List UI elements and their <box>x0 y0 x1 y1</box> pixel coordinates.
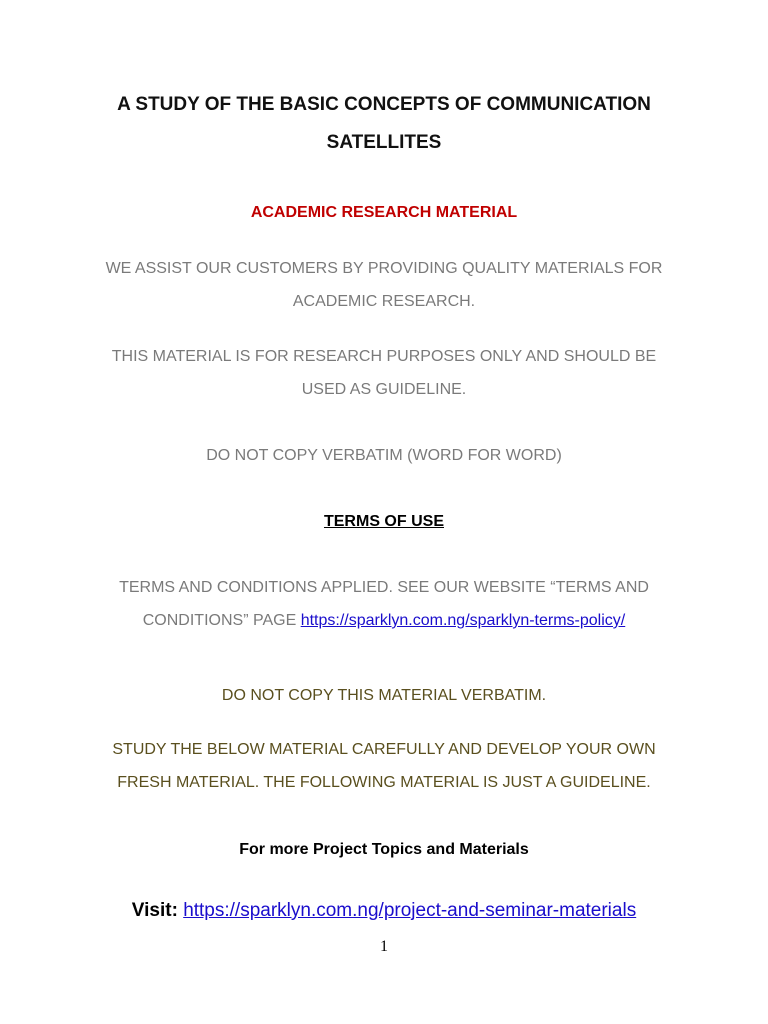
document-title-line-1: A STUDY OF THE BASIC CONCEPTS OF COMMUNICATION <box>117 94 651 115</box>
page-number: 1 <box>380 938 388 955</box>
document-title-line-2: SATELLITES <box>326 132 442 153</box>
purpose-text-line-2: USED AS GUIDELINE. <box>301 381 467 398</box>
terms-text-prefix: CONDITIONS” PAGE <box>142 612 301 629</box>
terms-of-use-heading: TERMS OF USE <box>323 513 444 530</box>
assist-text-line-2: ACADEMIC RESEARCH. <box>292 293 476 310</box>
purpose-text-line-1: THIS MATERIAL IS FOR RESEARCH PURPOSES ONLY AND SHOULD BE <box>111 348 657 365</box>
study-text-line-1: STUDY THE BELOW MATERIAL CAREFULLY AND DEVELOP YOUR OWN <box>112 741 656 758</box>
terms-text-line-2 <box>0 612 768 630</box>
terms-policy-link[interactable]: https://sparklyn.com.ng/sparklyn-terms-policy/ <box>300 612 626 629</box>
more-topics-text: For more Project Topics and Materials <box>239 841 529 858</box>
visit-label: Visit: <box>131 900 184 921</box>
project-materials-link[interactable]: https://sparklyn.com.ng/project-and-seminar-materials <box>183 900 637 921</box>
copy-notice: DO NOT COPY THIS MATERIAL VERBATIM. <box>221 687 547 704</box>
assist-text-line-1: WE ASSIST OUR CUSTOMERS BY PROVIDING QUALITY MATERIALS FOR <box>105 260 663 277</box>
academic-research-heading: ACADEMIC RESEARCH MATERIAL <box>250 204 518 221</box>
visit-line <box>0 900 768 922</box>
verbatim-notice: DO NOT COPY VERBATIM (WORD FOR WORD) <box>206 447 562 464</box>
terms-text-line-1: TERMS AND CONDITIONS APPLIED. SEE OUR WEBSITE “TERMS AND <box>119 579 649 596</box>
study-text-line-2: FRESH MATERIAL. THE FOLLOWING MATERIAL IS JUST A GUIDELINE. <box>117 774 651 791</box>
